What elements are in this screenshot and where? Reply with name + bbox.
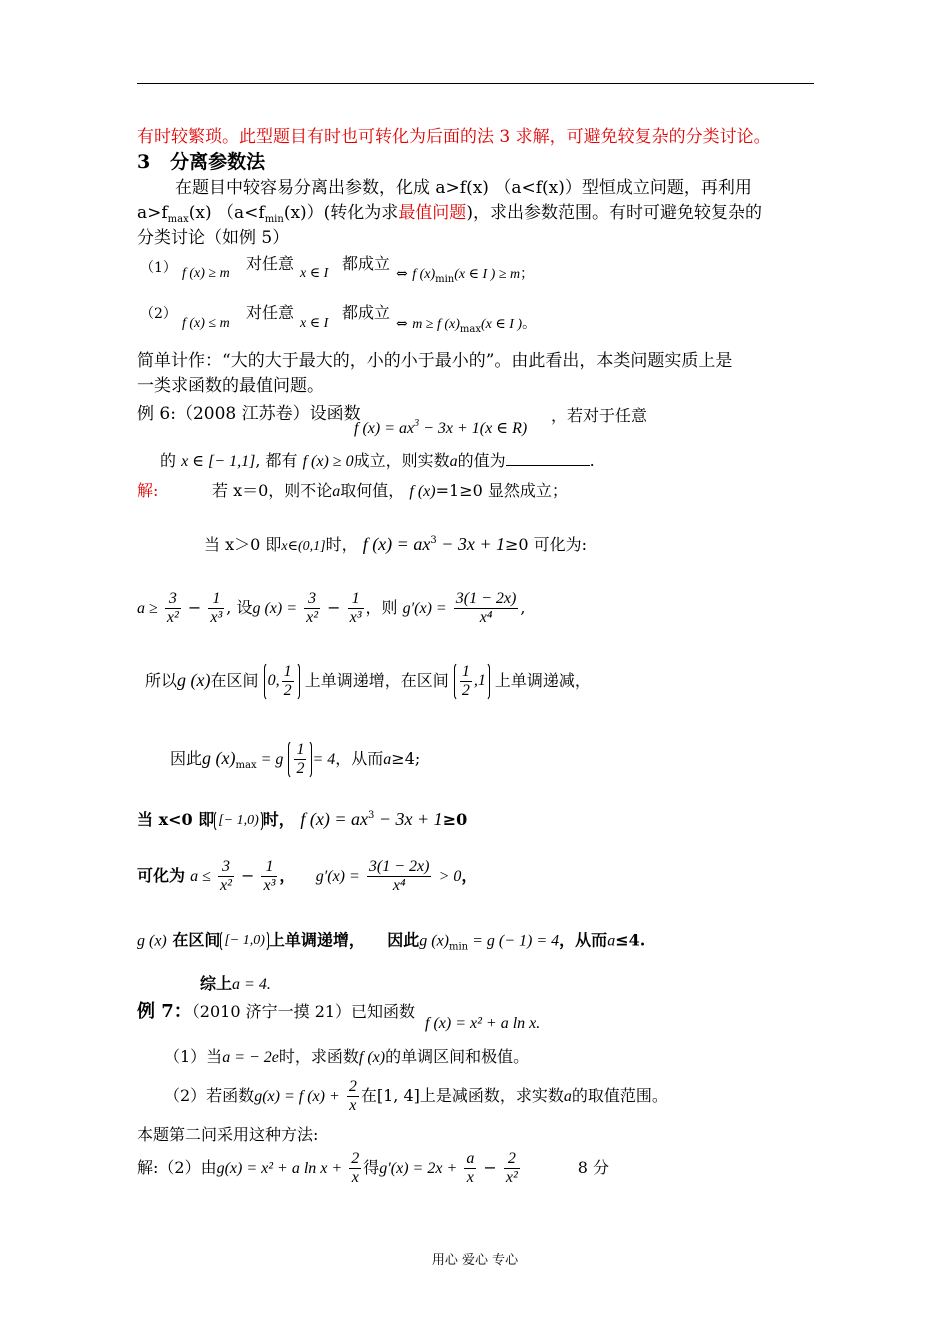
section-title: 分离参数法 <box>170 151 266 173</box>
frac-1-over-x3 <box>261 858 277 895</box>
intro-red-text: 有时较繁琐。此型题目有时也可转化为后面的法 3 求解，可避免较复杂的分类讨论。 <box>137 127 771 147</box>
ex7-q2 <box>164 1078 668 1115</box>
text-increasing: 上单调递增，在区间 <box>304 671 449 690</box>
interval-neg1-0: [− 1,0) <box>220 930 269 952</box>
ex7-header <box>137 1002 415 1022</box>
text-becomes: ≥0 可化为: <box>504 535 588 554</box>
fx: f (x) <box>409 483 436 500</box>
ineq-a-geq-4: ≥4; <box>391 749 421 768</box>
minus: − <box>240 866 255 885</box>
text-when-xneg: 当 x<0 即 <box>137 810 215 829</box>
text-if-x0: 若 x＝0，则不论 <box>212 481 333 500</box>
case2-holds: 都成立 <box>342 303 391 322</box>
answer-blank[interactable] <box>506 451 590 466</box>
case1-forall: 对任意 <box>246 254 295 273</box>
frac-half <box>460 663 472 700</box>
sol-conclusion <box>200 974 271 995</box>
eq-4: = 4 <box>312 751 336 768</box>
fx-cubic-tail: − 3x + 1 <box>436 534 505 554</box>
ineq-a-leq-4: ≤4. <box>615 930 646 950</box>
ex6-label: 例 6:（2008 江苏卷）设函数 <box>137 404 361 424</box>
frac-den: x⁴ <box>479 609 493 626</box>
frac-3-over-x2 <box>218 858 234 895</box>
var-a: a <box>607 932 616 950</box>
frac-den: x <box>351 1169 359 1186</box>
sub-min: min <box>264 214 284 225</box>
sub-max: max <box>235 760 257 771</box>
minus: − <box>327 598 341 617</box>
frac-num: 1 <box>208 590 224 609</box>
sol-step6 <box>137 806 467 832</box>
frac-1-over-x3 <box>208 590 224 627</box>
case1-rhs-sub: min <box>435 274 455 285</box>
a-geq: a ≥ <box>137 600 158 617</box>
header-rule <box>137 83 814 84</box>
frac-2-over-x2 <box>504 1150 520 1187</box>
page-footer: 用心 爱心 专心 <box>431 1253 519 1268</box>
solution-label: 解: <box>137 481 159 500</box>
section-number: 3 <box>137 151 151 173</box>
var-a: a <box>563 1088 572 1105</box>
sol-step1 <box>212 481 568 502</box>
frac-num: 3 <box>218 858 234 877</box>
frac-num: 3 <box>165 590 181 609</box>
frac-3-over-x2 <box>304 590 320 627</box>
frac-den: x³ <box>210 609 223 626</box>
frac-num: 3(1 − 2x) <box>455 590 517 607</box>
var-a: a <box>383 751 392 768</box>
summary-line2: 一类求函数的最值问题。 <box>137 376 324 396</box>
section-heading <box>137 152 265 172</box>
fx-cubic: f (x) = ax <box>362 534 431 554</box>
text-then: 时， <box>262 810 295 829</box>
text-then: ，则 <box>365 598 398 617</box>
text-so: 所以 <box>145 671 178 690</box>
period: . <box>589 451 595 470</box>
frac-num: 1 <box>348 590 364 609</box>
ex7-source: （2010 济宁一摸 21）已知函数 <box>191 1002 416 1021</box>
case1-index: （1） <box>140 260 177 276</box>
text-therefore: 因此 <box>387 930 420 950</box>
text-then: 时， <box>325 535 358 554</box>
frac-den: x⁴ <box>392 877 406 894</box>
interval-right: ,1 <box>473 672 486 690</box>
q2-ask: 的取值范围。 <box>571 1086 668 1105</box>
var-a: a <box>449 453 458 470</box>
frac-den: 2 <box>461 682 470 699</box>
ex6-line2 <box>160 451 595 472</box>
frac-half <box>282 663 294 700</box>
sub-max: max <box>167 214 189 225</box>
geq-zero: ≥0 <box>442 810 468 829</box>
case2-equiv <box>396 314 536 340</box>
interval-half-1 <box>454 662 490 701</box>
fx-cubic-sup: 3 <box>368 810 375 821</box>
q2-if: （2）若函数 <box>164 1086 255 1105</box>
case1-rhs-tail: (x ∈ I ) ≥ m <box>454 267 521 282</box>
a-eq-neg2e: a = − 2e <box>222 1049 279 1066</box>
case2-rhs-fx: m ≥ f (x) <box>412 317 460 332</box>
gx: g (x) <box>137 932 167 950</box>
text-all: , 都有 <box>255 451 298 470</box>
q2-text: 在[1, 4]上是减函数，求实数 <box>360 1086 564 1105</box>
g-prime: g′(x) = <box>402 600 447 617</box>
eq-g: = g <box>256 751 284 768</box>
para1-line3: 分类讨论（如例 5） <box>137 228 290 248</box>
text-interval: 在区间 <box>210 671 259 690</box>
frac-num: 1 <box>283 663 292 680</box>
interval-left: 0, <box>267 672 280 690</box>
minus: − <box>187 598 202 617</box>
case2-index: （2） <box>140 306 177 322</box>
sol-get: 得 <box>363 1158 380 1177</box>
text-increasing: 上单调递增， <box>268 930 365 950</box>
frac-den: x³ <box>349 609 362 626</box>
comma: ， <box>279 866 296 885</box>
frac-den: 2 <box>296 760 305 777</box>
frac-den: x² <box>505 1169 518 1186</box>
ex6-tail: ，若对于任意 <box>551 406 648 425</box>
ex6-fn-head: f (x) = ax <box>354 420 415 437</box>
text-de: 的 <box>160 451 177 470</box>
text-real: 成立，则实数 <box>353 451 450 470</box>
ex7-solution <box>137 1150 609 1187</box>
case2-forall: 对任意 <box>246 303 295 322</box>
frac-1-over-x3 <box>348 590 364 627</box>
frac-den: x² <box>306 609 319 626</box>
q1-when: （1）当 <box>164 1047 223 1066</box>
fx: f (x) <box>358 1049 386 1066</box>
case1-set: x ∈ I <box>300 266 329 281</box>
ex6-fn-tail: − 3x + 1(x ∈ R) <box>419 420 528 437</box>
equiv-arrow: ⇔ <box>396 316 408 332</box>
g-prime: g′(x) = <box>315 868 360 885</box>
frac-num: 3 <box>304 590 320 609</box>
g-def: g(x) = f (x) + <box>254 1088 340 1105</box>
text-convert: (x)）(转化为求 <box>283 203 399 223</box>
frac-den: x³ <box>263 877 276 894</box>
frac-num: 2 <box>348 1078 357 1095</box>
sol-step5 <box>170 740 420 784</box>
frac-gprime <box>367 858 432 895</box>
frac-gprime <box>454 590 519 627</box>
case1-equiv <box>396 264 534 290</box>
case2-lhs: f (x) ≤ m <box>182 316 230 331</box>
sol-step7 <box>137 858 477 895</box>
text-decreasing: 上单调递减， <box>494 671 591 690</box>
frac-num: 1 <box>261 858 277 877</box>
sol-step8 <box>137 930 645 958</box>
text-value-is: 的值为 <box>457 451 506 470</box>
q1-text: 时，求函数 <box>278 1047 359 1066</box>
text-interval: 在区间 <box>172 930 221 950</box>
a-leq: a ≤ <box>190 868 211 885</box>
ex6-interval: x ∈ [− 1,1] <box>181 453 256 470</box>
ex7-function: f (x) = x² + a ln x. <box>425 1015 541 1032</box>
fx-cubic-sup: 3 <box>430 535 437 546</box>
text-a-fmin: (x) （a<f <box>188 203 265 223</box>
fx-cubic-tail: − 3x + 1 <box>374 809 443 829</box>
frac-den: x <box>466 1169 474 1186</box>
score-8: 8 分 <box>577 1158 610 1177</box>
frac-2-over-x <box>347 1078 359 1115</box>
text-hence: ，从而 <box>559 930 608 950</box>
fx-cubic: f (x) = ax <box>300 809 369 829</box>
summary-line1: 简单计作：“大的大于最大的，小的小于最小的”。由此看出，本类问题实质上是 <box>137 351 733 371</box>
gx: g (x) <box>177 670 211 690</box>
a-eq-4: a = 4. <box>232 976 271 993</box>
ex6-fn-sup: 3 <box>414 418 420 429</box>
text-when-xpos: 当 x＞0 即 <box>204 535 282 554</box>
case1-rhs-fx: f (x) <box>412 267 436 282</box>
text-in-summary: 综上 <box>200 974 233 993</box>
case2-set: x ∈ I <box>300 316 329 331</box>
comma: ， <box>461 866 478 885</box>
g-prime-expr: g′(x) = 2x + <box>379 1160 458 1177</box>
minus: − <box>483 1158 497 1177</box>
q1-ask: 的单调区间和极值。 <box>385 1047 530 1066</box>
var-a: a <box>332 483 341 500</box>
ex6-condition: f (x) ≥ 0 <box>302 453 354 470</box>
ex7-note: 本题第二问采用这种方法: <box>137 1125 319 1144</box>
text-let: , 设 <box>226 598 253 617</box>
text-hence: ，从而 <box>335 749 384 768</box>
ex7-q1 <box>164 1047 529 1068</box>
frac-num: 1 <box>296 741 305 758</box>
sol-step4 <box>145 662 591 701</box>
interval-neg1-0: [− 1,0) <box>214 810 263 832</box>
frac-half <box>294 741 306 778</box>
interval-01: x∈(0,1] <box>281 539 326 554</box>
gt-zero: > 0 <box>438 868 462 885</box>
frac-den: x² <box>219 877 232 894</box>
text-therefore: 因此 <box>170 749 203 768</box>
para1-line1: 在题目中较容易分离出参数，化成 a>f(x) （a<f(x)）型恒成立问题，再利用 <box>175 178 752 198</box>
frac-den: x² <box>166 609 179 626</box>
frac-num: 3(1 − 2x) <box>368 858 430 875</box>
g-def: g (x) = <box>252 600 298 617</box>
gx: g (x) <box>419 932 449 950</box>
ex6-function <box>354 414 527 439</box>
equiv-arrow: ⇔ <box>396 266 408 282</box>
case1-end: ； <box>520 266 535 282</box>
case1-holds: 都成立 <box>342 254 391 273</box>
sol-step3 <box>137 590 525 627</box>
g-expr: g(x) = x² + a ln x + <box>216 1160 343 1177</box>
text-find-range: )，求出参数范围。有时可避免较复杂的 <box>466 203 762 223</box>
paren-half <box>288 740 312 779</box>
text-a-fmax: a>f <box>137 203 168 223</box>
comma: , <box>520 598 526 617</box>
link-extreme-value: 最值问题 <box>398 203 467 223</box>
g-min-eq: = g (− 1) = 4 <box>468 932 560 950</box>
sub-min: min <box>449 941 469 953</box>
text-any-value: 取何值， <box>340 481 405 500</box>
frac-3-over-x2 <box>165 590 181 627</box>
frac-den: x <box>349 1097 357 1114</box>
frac-num: 2 <box>351 1150 360 1167</box>
frac-den: 2 <box>283 682 292 699</box>
frac-num: a <box>466 1150 475 1167</box>
text-holds: =1≥0 显然成立； <box>435 481 568 500</box>
frac-2-over-x <box>349 1150 361 1187</box>
interval-0-half <box>264 662 300 701</box>
sol-by: 解:（2）由 <box>137 1158 217 1177</box>
ex7-label: 例 7： <box>137 1001 192 1022</box>
text-becomes: 可化为 <box>137 866 186 885</box>
case1-lhs: f (x) ≥ m <box>182 266 230 281</box>
frac-num: 2 <box>504 1150 520 1169</box>
para1-line2 <box>137 203 762 230</box>
case2-rhs-tail: (x ∈ I ) <box>481 317 523 332</box>
case2-rhs-sub: max <box>459 324 482 335</box>
case2-end: 。 <box>522 316 537 332</box>
gx: g (x) <box>202 748 236 768</box>
frac-a-over-x <box>464 1150 476 1187</box>
sol-step2 <box>204 531 587 557</box>
frac-num: 1 <box>461 663 470 680</box>
